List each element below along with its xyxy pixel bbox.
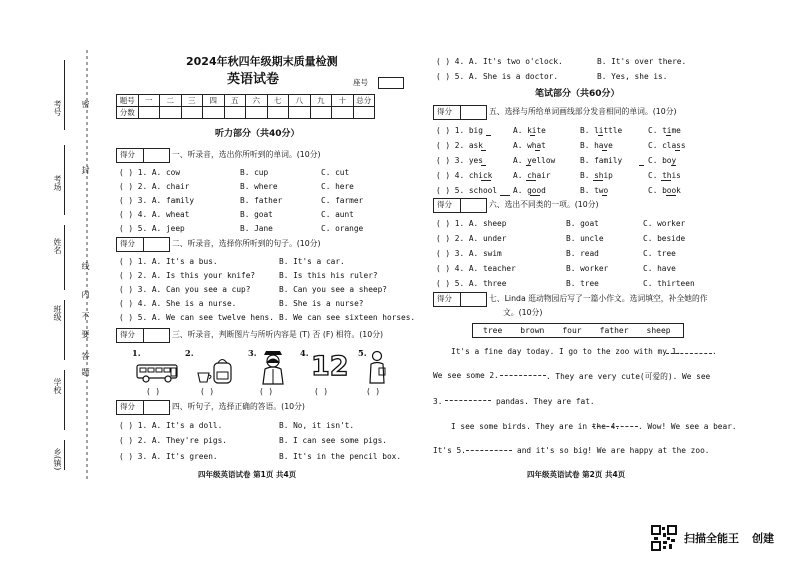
s6-q5-c: C. thirteen <box>643 279 695 288</box>
score-cell[interactable] <box>138 107 160 119</box>
label-township: 乡(镇) <box>53 448 62 471</box>
s2-q3-b: B. Can you see a sheep? <box>279 285 387 294</box>
s6-q4: ( ) 4. A. teacher <box>436 264 516 273</box>
s1-q5-c: C. orange <box>321 224 364 233</box>
s5-q4-a: A. chair <box>513 171 551 180</box>
underline-ship <box>593 180 603 181</box>
score-table-header-label: 题号 <box>117 95 139 107</box>
score-cell[interactable] <box>224 107 246 119</box>
s4-q4-b: B. It's over there. <box>597 57 687 66</box>
s3-title: 三、听录音，判断图片与所听内容是 (T) 否 (F) 相符。(10分) <box>172 330 384 339</box>
score-col-3: 三 <box>181 95 203 107</box>
score-col-10: 十 <box>332 95 354 107</box>
blank-5[interactable] <box>466 450 512 451</box>
underline-yellow <box>526 165 531 166</box>
seal-mark-8: 题 <box>81 368 90 376</box>
s6-q3-c: C. tree <box>643 249 676 258</box>
s5-q3-a: A. yellow <box>513 156 556 165</box>
underline-boy <box>671 165 676 166</box>
s2-q4: ( ) 4. A. She is a nurse. <box>119 299 237 308</box>
s3-num-2: 2. <box>185 348 194 358</box>
s6-q4-c: C. have <box>643 264 676 273</box>
binding-margin <box>0 0 105 561</box>
s1-q4: ( ) 4. A. wheat <box>119 210 190 219</box>
s1-q2: ( ) 2. A. chair <box>119 182 190 191</box>
passage-line-2b: . They are very cute(可爱的). We see <box>546 372 711 381</box>
underline-chick <box>481 180 491 181</box>
underline-ask <box>481 150 486 151</box>
s5-q3: ( ) 3. yes <box>436 156 483 165</box>
score-cell[interactable] <box>353 107 375 119</box>
s1-q3-b: B. father <box>240 196 283 205</box>
right-page-footer: 四年级英语试卷 第2页 共4页 <box>527 470 626 479</box>
s2-q2-b: B. Is this his ruler? <box>279 271 378 280</box>
score-col-7: 七 <box>267 95 289 107</box>
s1-q1-c: C. cut <box>321 168 350 177</box>
score-box-s3[interactable]: 得分 <box>116 328 170 343</box>
doctor-picture <box>366 350 388 384</box>
score-box-s7[interactable]: 得分 <box>433 292 487 307</box>
s3-num-5: 5. <box>358 348 367 358</box>
s4-q5-b: B. Yes, she is. <box>597 72 668 81</box>
left-page-footer: 四年级英语试卷 第1页 共4页 <box>198 470 297 479</box>
word-bank-item: four <box>562 326 582 335</box>
passage-line-1-end: . <box>712 347 717 356</box>
score-col-total: 总分 <box>353 95 375 107</box>
s3-answer-1[interactable]: ( ) <box>146 387 161 396</box>
underline-book <box>666 195 676 196</box>
passage-line-1: It's a fine day today. I go to the zoo with my 1. <box>451 347 682 356</box>
s1-q5-b: B. Jane <box>240 224 273 233</box>
listening-title: 听力部分（共40分） <box>215 129 300 139</box>
s6-q5-b: B. tree <box>566 279 599 288</box>
seal-mark-3: 线 <box>81 262 90 270</box>
s2-q5: ( ) 5. A. We can see twelve hens. <box>119 313 274 322</box>
score-col-8: 八 <box>289 95 311 107</box>
s6-q3: ( ) 3. A. swim <box>436 249 502 258</box>
seal-mark-1: 密 <box>81 100 90 108</box>
score-col-2: 二 <box>160 95 182 107</box>
passage-line-5b: and it's so big! We are happy at the zoo. <box>517 446 710 455</box>
underline-school <box>500 195 510 196</box>
score-table <box>116 94 375 119</box>
s5-q2-b: B. have <box>580 141 613 150</box>
word-bank-item: sheep <box>646 326 671 335</box>
s1-q1-b: B. cup <box>240 168 269 177</box>
s4-q4: ( ) 4. A. It's two o'clock. <box>436 57 563 66</box>
s5-q5-b: B. two <box>580 186 609 195</box>
s6-q1-c: C. worker <box>643 219 686 228</box>
s5-q5: ( ) 5. school <box>436 186 498 195</box>
nurse-picture <box>258 349 288 385</box>
s5-q4: ( ) 4. chick <box>436 171 493 180</box>
seal-mark-2: 封 <box>81 166 90 174</box>
s1-q5: ( ) 5. A. jeep <box>119 224 185 233</box>
underline-little <box>598 135 603 136</box>
s2-q3: ( ) 3. A. Can you see a cup? <box>119 285 251 294</box>
score-col-6: 六 <box>246 95 268 107</box>
s4-q2-b: B. I can see some pigs. <box>279 436 387 445</box>
label-school: 学校 <box>53 378 62 394</box>
s2-q1-b: B. It's a car. <box>279 257 345 266</box>
s4-q3: ( ) 3. A. It's green. <box>119 452 218 461</box>
passage-line-2a: We see some 2. <box>433 371 499 380</box>
underline-yes <box>481 165 486 166</box>
score-table-row-label: 分数 <box>117 107 139 119</box>
word-bank-item: father <box>599 326 629 335</box>
s5-q2-a: A. what <box>513 141 546 150</box>
underline-this <box>661 180 671 181</box>
s3-answer-3[interactable]: ( ) <box>259 387 274 396</box>
s2-q1: ( ) 1. A. It's a bus. <box>119 257 218 266</box>
label-exam-room: 考场 <box>53 175 62 191</box>
s1-q2-c: C. here <box>321 182 354 191</box>
s5-q1-a: A. kite <box>513 126 546 135</box>
underline-chair <box>526 180 536 181</box>
blank-1[interactable] <box>666 353 712 354</box>
seat-label: 座号 <box>353 78 368 87</box>
s4-q1-b: B. No, it isn't. <box>279 421 355 430</box>
s4-q5: ( ) 5. A. She is a doctor. <box>436 72 559 81</box>
page-title: 2024年秋四年级期末质量检测 <box>186 55 338 68</box>
s6-q2-b: B. uncle <box>566 234 604 243</box>
s2-q5-b: B. We can see sixteen horses. <box>279 313 416 322</box>
s6-q1: ( ) 1. A. sheep <box>436 219 507 228</box>
score-cell[interactable] <box>181 107 203 119</box>
s7-title-1: 七、Linda 逛动物园后写了一篇小作文。选词填空，补全她的作 <box>489 294 708 303</box>
s6-q2: ( ) 2. A. under <box>436 234 507 243</box>
s4-q3-b: B. It's in the pencil box. <box>279 452 402 461</box>
written-title: 笔试部分（共60分） <box>535 89 620 99</box>
watermark-create: 创建 <box>752 532 774 545</box>
township-line[interactable] <box>64 440 65 470</box>
school-line[interactable] <box>64 370 65 430</box>
s3-answer-4[interactable]: ( ) <box>314 387 329 396</box>
s1-q4-c: C. aunt <box>321 210 354 219</box>
score-cell[interactable] <box>289 107 311 119</box>
passage-line-4a: I see some birds. They are in the 4. <box>451 422 620 431</box>
underline-have <box>602 150 607 151</box>
score-cell[interactable] <box>246 107 268 119</box>
s5-q1-c: C. time <box>648 126 681 135</box>
s5-q1: ( ) 1. big <box>436 126 483 135</box>
s1-q3-c: C. farmer <box>321 196 364 205</box>
seat-number-box[interactable] <box>378 77 404 89</box>
s2-q4-b: B. She is a nurse? <box>279 299 364 308</box>
seal-mark-5: 不 <box>81 312 90 320</box>
s3-answer-5[interactable]: ( ) <box>366 387 381 396</box>
underline-what <box>535 150 540 151</box>
word-bank-item: brown <box>520 326 545 335</box>
score-cell[interactable] <box>267 107 289 119</box>
s6-q4-b: B. worker <box>566 264 609 273</box>
underline-family <box>639 165 644 166</box>
s1-q2-b: B. where <box>240 182 278 191</box>
underline-two <box>602 195 607 196</box>
score-box-s4[interactable]: 得分 <box>116 400 170 415</box>
s5-q5-a: A. good <box>513 186 546 195</box>
s6-q3-b: B. read <box>566 249 599 258</box>
blank-2[interactable] <box>500 375 546 376</box>
exam-number-line[interactable] <box>64 60 65 130</box>
score-box-s1[interactable]: 得分 <box>116 148 170 163</box>
passage-line-4b: . Wow! We see a bear. <box>638 422 737 431</box>
passage-line-5a: It's 5. <box>433 446 466 455</box>
score-col-9: 九 <box>310 95 332 107</box>
s3-num-4: 4. <box>300 348 309 358</box>
bus-picture <box>136 363 178 383</box>
score-box-s2[interactable]: 得分 <box>116 237 170 252</box>
s4-q2: ( ) 2. A. They're pigs. <box>119 436 227 445</box>
s1-title: 一、听录音，选出你所听到的单词。(10分) <box>172 150 321 159</box>
s2-title: 二、听录音，选择你所听到的句子。(10分) <box>172 239 321 248</box>
seal-mark-4: 内 <box>81 290 90 298</box>
blank-4[interactable] <box>592 426 638 427</box>
blank-3[interactable] <box>445 400 491 401</box>
name-line[interactable] <box>64 225 65 290</box>
underline-time <box>666 135 671 136</box>
underline-big <box>486 135 491 136</box>
word-bank <box>472 323 684 338</box>
s1-q4-b: B. goat <box>240 210 273 219</box>
s1-q3: ( ) 3. A. family <box>119 196 195 205</box>
s5-q3-c: C. boy <box>648 156 677 165</box>
score-cell[interactable] <box>332 107 354 119</box>
label-name: 姓名 <box>53 238 62 254</box>
s1-q1: ( ) 1. A. cow <box>119 168 181 177</box>
s7-title-2: 文。(10分) <box>503 308 543 317</box>
score-cell[interactable] <box>160 107 182 119</box>
cup-bag-picture <box>195 355 235 385</box>
passage-line-3b: pandas. They are fat. <box>496 397 595 406</box>
seal-mark-6: 要 <box>81 330 90 338</box>
s5-q2-c: C. class <box>648 141 686 150</box>
s5-q2: ( ) 2. ask <box>436 141 483 150</box>
s6-q2-c: C. beside <box>643 234 686 243</box>
s6-title: 六、选出不同类的一项。(10分) <box>489 200 599 209</box>
s4-q1: ( ) 1. A. It's a doll. <box>119 421 223 430</box>
s6-q1-b: B. goat <box>566 219 599 228</box>
s5-title: 五、选择与所给单词画线部分发音相同的单词。(10分) <box>489 107 677 116</box>
s6-q5: ( ) 5. A. three <box>436 279 507 288</box>
class-line[interactable] <box>64 300 65 360</box>
score-col-1: 一 <box>138 95 160 107</box>
s5-q3-b: B. family <box>580 156 623 165</box>
underline-good <box>530 195 540 196</box>
score-box-s6[interactable]: 得分 <box>433 198 487 213</box>
s5-q4-b: B. ship <box>580 171 613 180</box>
seal-mark-7: 答 <box>81 352 90 360</box>
label-class: 班级 <box>53 305 62 321</box>
score-cell[interactable] <box>310 107 332 119</box>
s5-q4-c: C. this <box>648 171 681 180</box>
s5-q5-c: C. book <box>648 186 681 195</box>
label-exam-number: 考号 <box>53 100 62 116</box>
page-subtitle: 英语试卷 <box>227 72 280 87</box>
score-box-s5[interactable]: 得分 <box>433 105 487 120</box>
s5-q1-b: B. little <box>580 126 623 135</box>
twelve-picture: 12 <box>311 351 349 382</box>
watermark-brand: 扫描全能王 <box>684 532 739 545</box>
s3-num-3: 3. <box>248 348 257 358</box>
s3-answer-2[interactable]: ( ) <box>200 387 215 396</box>
score-col-5: 五 <box>224 95 246 107</box>
underline-class <box>675 150 680 151</box>
score-cell[interactable] <box>203 107 225 119</box>
s2-q2: ( ) 2. A. Is this your knife? <box>119 271 256 280</box>
underline-kite <box>530 135 535 136</box>
passage-line-3a: 3. <box>433 397 443 406</box>
word-bank-item: tree <box>483 326 503 335</box>
score-col-4: 四 <box>203 95 225 107</box>
qr-code-icon <box>651 525 677 551</box>
exam-room-line[interactable] <box>64 145 65 215</box>
s3-num-1: 1. <box>132 348 141 358</box>
s4-title: 四、听句子，选择正确的答语。(10分) <box>172 402 305 411</box>
